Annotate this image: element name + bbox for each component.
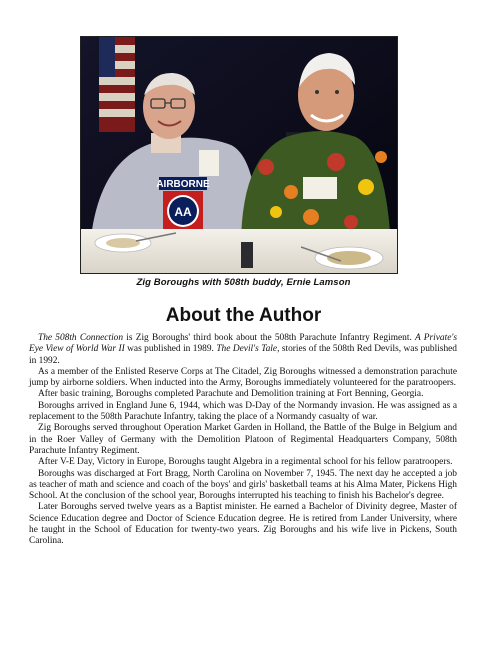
- author-biography: [29, 333, 457, 548]
- bio-text: After V-E Day, Victory in Europe, Boroughs taught Algebra in a regimental school for his fellow paratroopers.: [38, 457, 453, 468]
- shirt-patch-text: AA: [174, 205, 192, 219]
- bio-paragraph: [29, 401, 457, 424]
- section-heading: About the Author: [165, 305, 322, 326]
- bio-text: , stories of the 508th Red Devils, was published in 1992.: [29, 344, 457, 366]
- photo-caption: Zig Boroughs with 508th buddy, Ernie Lamson: [136, 277, 351, 288]
- bio-paragraph: [29, 367, 457, 390]
- bio-text: Later Boroughs served twelve years as a Baptist minister. He earned a Bachelor of Divinity degree, Master of Science Education degree and Doctor of Science Education degree. He is retired from Lander University, where he taught in the School of Education for twenty-two years. Zig Boroughs and his wife live in Pickens, South Carolina.: [29, 502, 457, 547]
- bio-text: Boroughs was discharged at Fort Bragg, North Carolina on November 7, 1945. The next day he accepted a job as teacher of math and science and coach of the boys' and girls' basketball teams at his Alma Mater, Pickens High School. At the conclusion of the school year, Boroughs interrupted his teaching to finish his Bachelor's degree.: [29, 468, 457, 502]
- bio-text: After basic training, Boroughs completed Parachute and Demolition training at Fort Benning, Georgia.: [38, 389, 424, 400]
- bio-paragraph: [29, 423, 457, 457]
- bio-text: Boroughs arrived in England June 6, 1944, which was D-Day of the Normandy invasion. He was assigned as a replacement to the 508th Parachute Infantry, taking the place of a Normandy casualty of war.: [29, 400, 457, 423]
- bio-text: As a member of the Enlisted Reserve Corps at The Citadel, Zig Boroughs witnessed a demonstration parachute jump by airborne soldiers. When inducted into the Army, Boroughs immediately volunteered for the paratroopers.: [29, 366, 457, 389]
- book-title: A Private's Eye View of World War II: [29, 333, 458, 355]
- book-title: The Devil's Tale: [216, 344, 278, 355]
- bio-text: was published in 1989.: [124, 344, 217, 355]
- bio-paragraph: [29, 502, 457, 547]
- bio-text: Zig Boroughs served throughout Operation Market Garden in Holland, the Battle of the Bulge in Belgium and in the Roer Valley of Germany with the Demolition Platoon of Regimental Headquarters Company, 508th Parachute Infantry Regiment.: [29, 423, 457, 456]
- bio-paragraph: [29, 457, 457, 468]
- shirt-airborne-text: AIRBORNE: [156, 179, 210, 190]
- bio-paragraph: [29, 469, 457, 503]
- bio-paragraph: [29, 389, 457, 400]
- bio-paragraph: [29, 333, 457, 367]
- author-photo: [80, 36, 398, 274]
- book-title: The 508th Connection: [38, 333, 124, 343]
- flag-image: [99, 37, 135, 132]
- author-photo-image: [81, 37, 397, 273]
- bio-text: is Zig Boroughs' third book about the 508th Parachute Infantry Regiment.: [123, 333, 415, 343]
- table-image: [81, 229, 397, 273]
